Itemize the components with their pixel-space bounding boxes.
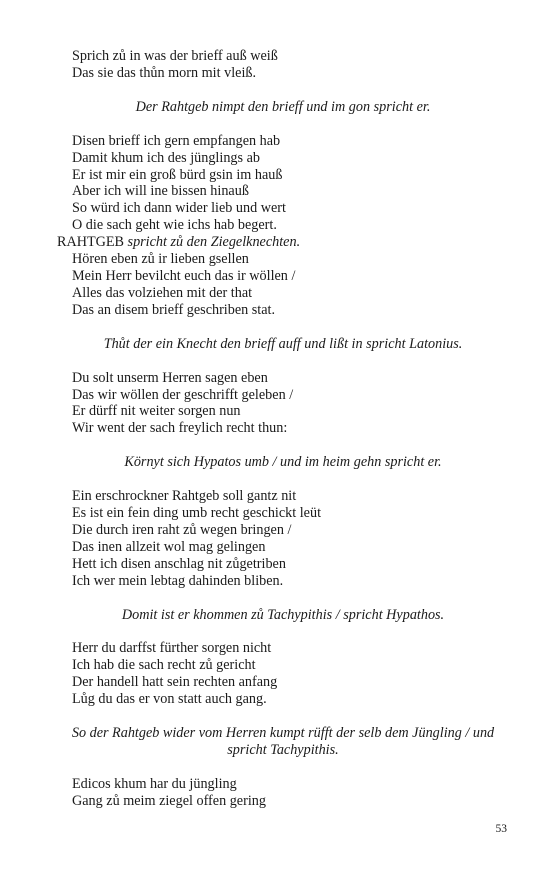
stage-direction: So der Rahtgeb wider vom Herren kumpt rüfft der selb dem Jüngling / und spricht Tachypithis. [71, 725, 495, 758]
speaker-heading [57, 234, 509, 251]
verse-line: Du solt unserm Herren sagen eben [72, 369, 268, 386]
speaker-direction: spricht zů den Ziegelknechten. [124, 234, 301, 251]
page-number: 53 [495, 823, 507, 835]
verse-line: Alles das volziehen mit der that [72, 284, 253, 301]
verse-line: Das inen allzeit wol mag gelingen [72, 538, 266, 555]
verse-line: Mein Herr bevilcht euch das ir wöllen / [72, 267, 296, 284]
verse-line: Ich wer mein lebtag dahinden bliben. [72, 572, 284, 589]
verse-line: Das wir wöllen der geschrifft geleben / [72, 386, 294, 403]
verse-line: Damit khum ich des jünglings ab [72, 149, 260, 166]
verse-block [57, 251, 509, 319]
verse-block [57, 133, 509, 234]
verse-line: Edicos khum har du jüngling [72, 775, 237, 792]
verse-block [57, 48, 509, 82]
verse-line: Sprich zů in was der brieff auß weiß [72, 48, 278, 64]
verse-block [57, 776, 509, 810]
verse-block [57, 640, 509, 708]
verse-block [57, 370, 509, 438]
stage-direction: Thůt der ein Knecht den brieff auff und lißt in spricht Latonius. [103, 335, 463, 352]
verse-line: Die durch iren raht zů wegen bringen / [72, 521, 292, 538]
verse-line: Herr du darffst fürther sorgen nicht [72, 640, 272, 657]
verse-line: So würd ich dann wider lieb und wert [72, 200, 286, 217]
verse-line: O die sach geht wie ichs hab begert. [72, 217, 277, 234]
stage-direction: Der Rahtgeb nimpt den brieff und im gon spricht er. [135, 98, 431, 115]
verse-line: Er ist mir ein groß bürd gsin im hauß [72, 166, 283, 183]
verse-line: Ein erschrockner Rahtgeb soll gantz nit [72, 488, 297, 505]
verse-line: Disen brieff ich gern empfangen hab [72, 132, 281, 149]
speaker-name: RAHTGEB [57, 234, 124, 251]
verse-line: Das an disem brieff geschriben stat. [72, 301, 276, 318]
verse-line: Der handell hatt sein rechten anfang [72, 674, 278, 691]
verse-line: Hören eben zů ir lieben gsellen [72, 251, 249, 268]
stage-direction: Környt sich Hypatos umb / und im heim gehn spricht er. [124, 454, 442, 471]
verse-line: Ich hab die sach recht zů gericht [72, 657, 256, 674]
verse-line: Aber ich will ine bissen hinauß [72, 183, 249, 200]
verse-line: Gang zů meim ziegel offen gering [72, 792, 266, 809]
stage-direction: Domit ist er khommen zů Tachypithis / spricht Hypathos. [121, 606, 445, 623]
page-text [57, 48, 509, 810]
verse-line: Er dürff nit weiter sorgen nun [72, 403, 241, 420]
verse-block [57, 488, 509, 589]
verse-line: Lůg du das er von statt auch gang. [72, 691, 267, 708]
verse-line: Wir went der sach freylich recht thun: [72, 420, 288, 437]
verse-line: Das sie das thůn morn mit vleiß. [72, 64, 257, 81]
verse-line: Hett ich disen anschlag nit zůgetriben [72, 555, 286, 572]
verse-line: Es ist ein fein ding umb recht geschickt leüt [72, 505, 322, 522]
